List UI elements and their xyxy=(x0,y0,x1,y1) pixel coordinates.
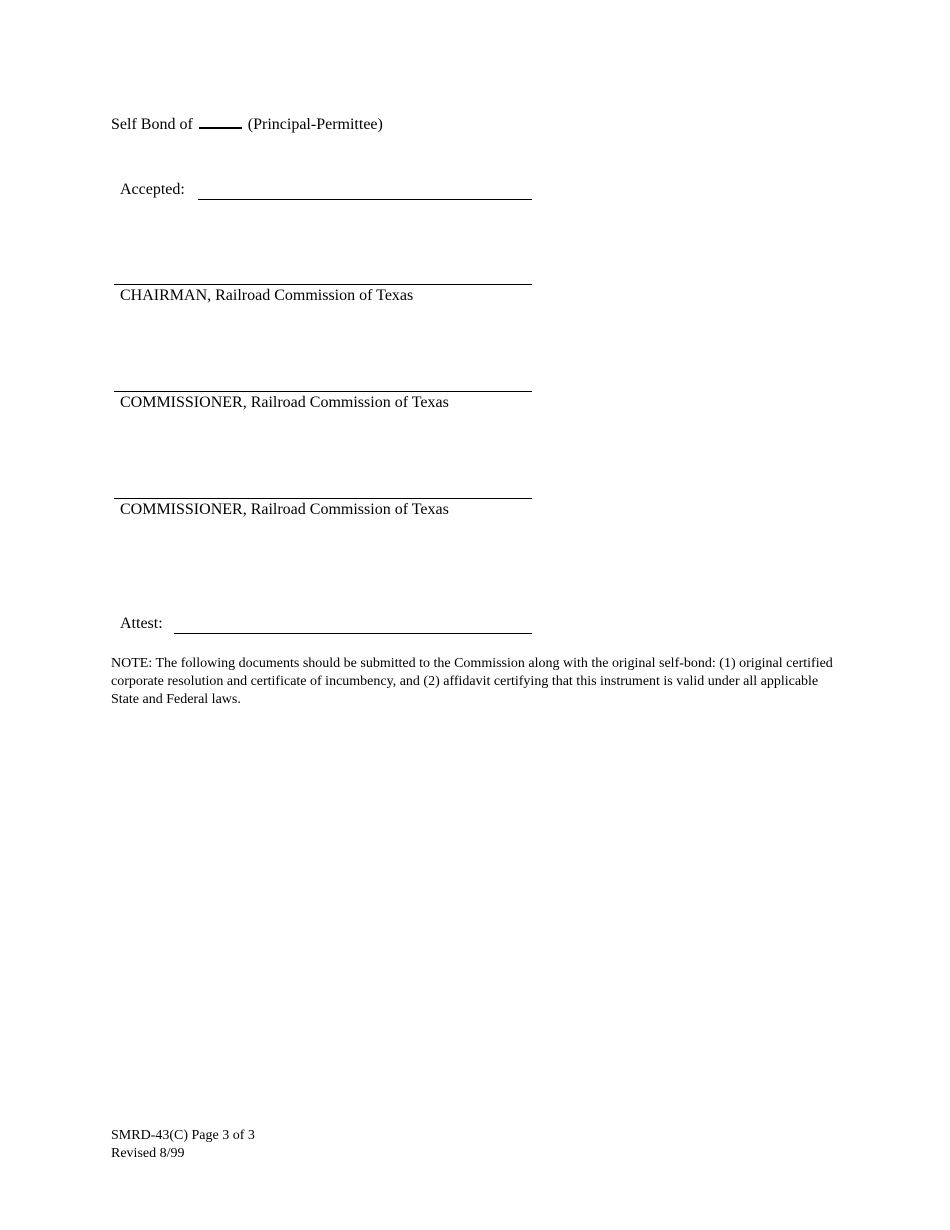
accepted-signature-line xyxy=(198,199,532,200)
attest-signature-line xyxy=(174,633,532,634)
accepted-label: Accepted: xyxy=(120,181,185,198)
commissioner-1-title: COMMISSIONER, Railroad Commission of Texas xyxy=(120,394,449,411)
principal-permittee-blank xyxy=(199,113,242,129)
chairman-title: CHAIRMAN, Railroad Commission of Texas xyxy=(120,287,414,304)
submission-note: NOTE: The following documents should be submitted to the Commission along with the original self-bond: (1) original certified corporate resolution and certificate of incumbency, and (2) affidavit certifying that this instrument is valid under all applicable State and Federal laws. xyxy=(111,656,833,707)
self-bond-suffix: (Principal-Permittee) xyxy=(247,116,383,133)
form-id: SMRD-43(C) Page 3 of 3 xyxy=(111,1128,255,1143)
self-bond-prefix: Self Bond of xyxy=(111,116,193,133)
chairman-signature-line xyxy=(114,284,532,285)
commissioner-2-signature-line xyxy=(114,498,532,499)
attest-label: Attest: xyxy=(120,615,163,632)
commissioner-2-title: COMMISSIONER, Railroad Commission of Texas xyxy=(120,501,449,518)
revision-date: Revised 8/99 xyxy=(111,1146,185,1161)
commissioner-1-signature-line xyxy=(114,391,532,392)
self-bond-line xyxy=(111,113,383,134)
